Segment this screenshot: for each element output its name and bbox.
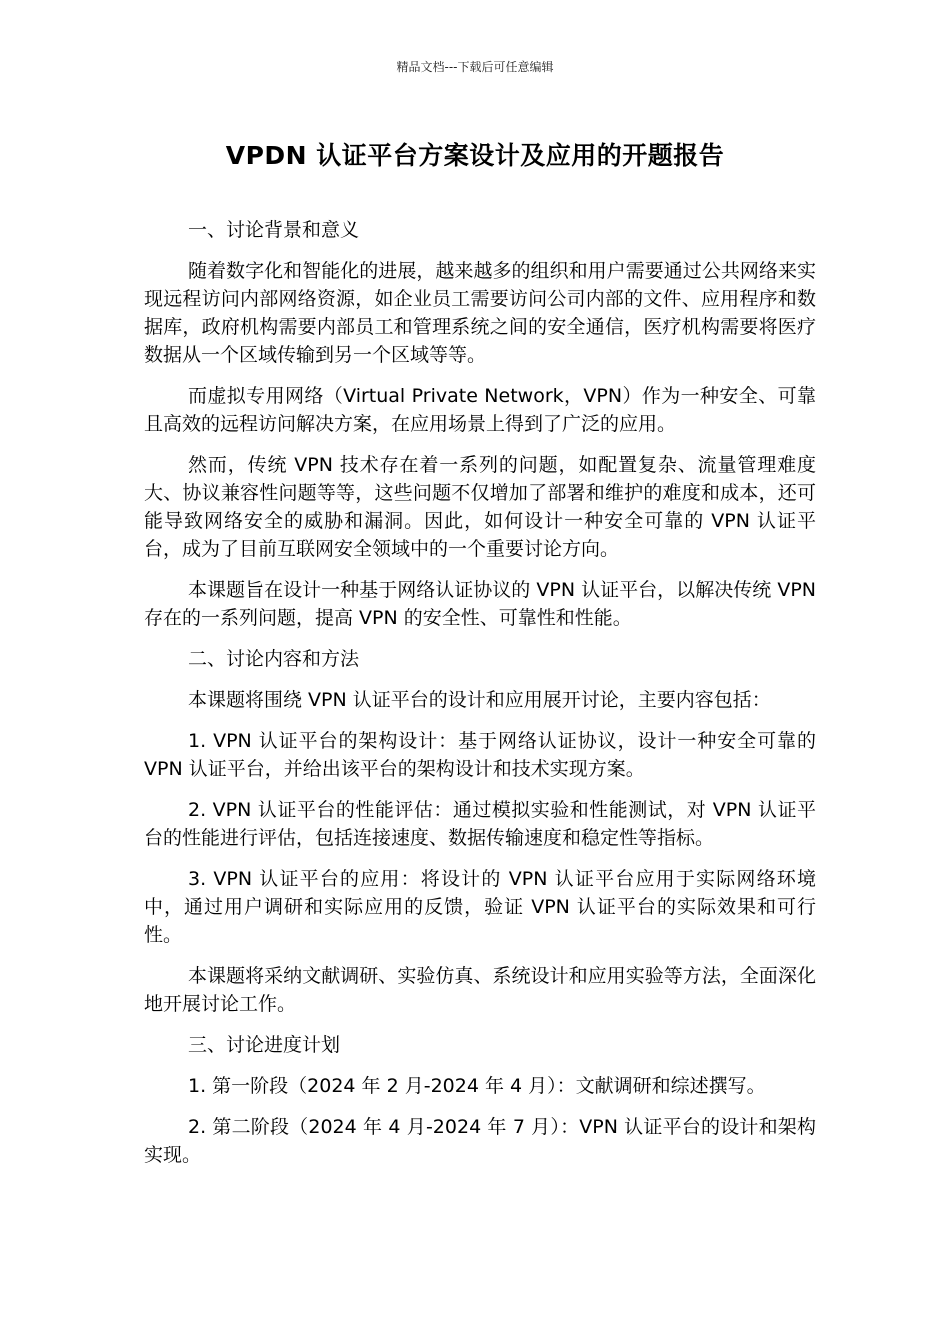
paragraph: 然而，传统 VPN 技术存在着一系列的问题，如配置复杂、流量管理难度大、协议兼容性问题等等，这些问题不仅增加了部署和维护的难度和成本，还可能导致网络安全的威胁和漏洞。因此，如何设计一种安全可靠的 VPN 认证平台，成为了目前互联网安全领域中的一个重要讨论方向。 (144, 454, 816, 560)
document-title: VPDN 认证平台方案设计及应用的开题报告 (225, 141, 725, 170)
section-heading-schedule: 三、讨论进度计划 (188, 1034, 341, 1056)
list-item: 1. VPN 认证平台的架构设计：基于网络认证协议，设计一种安全可靠的 VPN 认证平台，并给出该平台的架构设计和技术实现方案。 (144, 730, 816, 780)
list-item: 1. 第一阶段（2024 年 2 月-2024 年 4 月）：文献调研和综述撰写。 (188, 1075, 766, 1097)
paragraph: 随着数字化和智能化的进展，越来越多的组织和用户需要通过公共网络来实现远程访问内部网络资源，如企业员工需要访问公司内部的文件、应用程序和数据库，政府机构需要内部员工和管理系统之间的安全通信，医疗机构需要将医疗数据从一个区域传输到另一个区域等等。 (144, 260, 816, 366)
paragraph: 本课题旨在设计一种基于网络认证协议的 VPN 认证平台，以解决传统 VPN 存在的一系列问题，提高 VPN 的安全性、可靠性和性能。 (144, 579, 816, 629)
section-heading-content-methods: 二、讨论内容和方法 (188, 648, 360, 670)
paragraph: 而虚拟专用网络（Virtual Private Network，VPN）作为一种安全、可靠且高效的远程访问解决方案，在应用场景上得到了广泛的应用。 (144, 385, 816, 435)
document-body (144, 216, 816, 1182)
header-note: 精品文档---下载后可任意编辑 (396, 60, 554, 74)
list-item: 3. VPN 认证平台的应用：将设计的 VPN 认证平台应用于实际网络环境中，通过用户调研和实际应用的反馈，验证 VPN 认证平台的实际效果和可行性。 (144, 868, 816, 946)
list-item: 2. VPN 认证平台的性能评估：通过模拟实验和性能测试，对 VPN 认证平台的性能进行评估，包括连接速度、数据传输速度和稳定性等指标。 (144, 799, 816, 849)
section-heading-background: 一、讨论背景和意义 (188, 219, 360, 241)
list-item: 2. 第二阶段（2024 年 4 月-2024 年 7 月）：VPN 认证平台的设计和架构实现。 (144, 1116, 816, 1166)
paragraph: 本课题将围绕 VPN 认证平台的设计和应用展开讨论，主要内容包括： (188, 689, 771, 711)
paragraph: 本课题将采纳文献调研、实验仿真、系统设计和应用实验等方法，全面深化地开展讨论工作。 (144, 965, 816, 1015)
